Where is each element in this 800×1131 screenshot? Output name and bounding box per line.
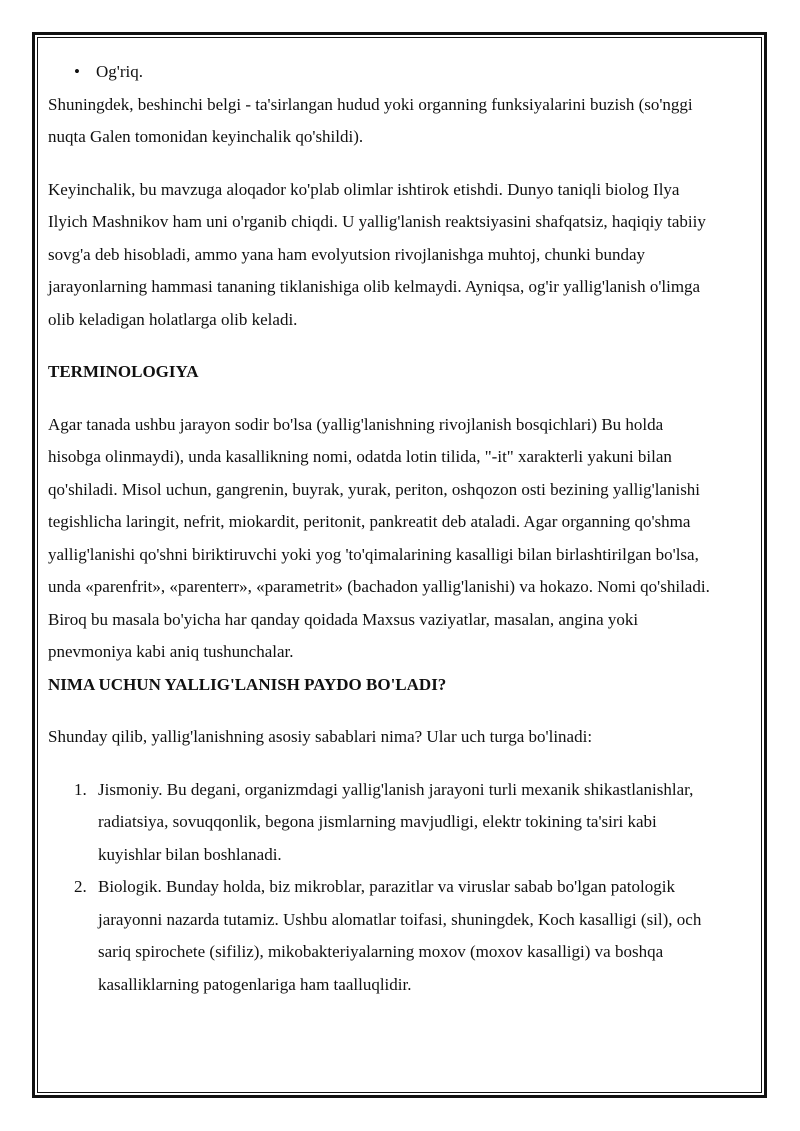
spacer [48,701,718,721]
list-item [48,774,718,872]
spacer [48,154,718,174]
list-number: 1. [74,779,87,799]
spacer [48,389,718,409]
paragraph-causes-intro: Shunday qilib, yallig'lanishning asosiy sabablari nima? Ular uch turga bo'linadi: [48,727,593,746]
heading-why-inflammation: NIMA UCHUN YALLIG'LANISH PAYDO BO'LADI? [48,674,447,694]
list-number: 2. [74,877,87,896]
document-body [48,56,718,1001]
list-item-text: Jismoniy. Bu degani, organizmdagi yallig'lanish jarayoni turli mexanik shikastlanishlar, radiatsiya, sovuqqonlik, begona jismlarning mavjudligi, elektr tokining ta'siri kabi kuyishlar bilan boshlanadi. [98,779,694,864]
paragraph-mechnikov: Keyinchalik, bu mavzuga aloqador ko'plab olimlar ishtirok etishdi. Dunyo taniqli biolog Ilya Ilyich Mashnikov ham uni o'rganib chiqdi. U yallig'lanish reaktsiyasini shafqatsiz, haqiqiy tabiiy sovg'a deb hisobladi, ammo yana ham evolyutsion rivojlanishga muhtoj, chunki bunday jarayonlarning hammasi tananing tiklanishiga olib kelmaydi. Ayniqsa, og'ir yallig'lanish o'limga olib keladigan holatlarga olib keladi. [48,179,706,329]
spacer [48,754,718,774]
list-item-text: Biologik. Bunday holda, biz mikroblar, parazitlar va viruslar sabab bo'lgan patologik jarayonni nazarda tutamiz. Ushbu alomatlar toifasi, shuningdek, Koch kasalligi (sil), och sariq spirochete (sifiliz), mikobakteriyalarning moxov (moxov kasalligi) va boshqa kasalliklarning patogenlariga ham taalluqlidir. [98,877,702,994]
causes-list [48,774,718,1002]
list-item [48,871,718,1001]
paragraph-galen: Shuningdek, beshinchi belgi - ta'sirlangan hudud yoki organning funksiyalarini buzish (so'nggi nuqta Galen tomonidan keyinchalik qo'shildi). [48,94,693,146]
spacer [48,336,718,356]
heading-terminologiya: TERMINOLOGIYA [48,362,199,381]
bullet-item: • Og'riq. [48,56,718,89]
paragraph-terminology: Agar tanada ushbu jarayon sodir bo'lsa (yallig'lanishning rivojlanish bosqichlari) Bu holda hisobga olinmaydi), unda kasallikning nomi, odatda lotin tilida, "-it" xarakterli yakuni bilan qo'shiladi. Misol uchun, gangrenin, buyrak, yurak, periton, oshqozon osti bezining yallig'lanishi tegishlicha laringit, nefrit, miokardit, peritonit, pankreatit deb ataladi. Agar organning qo'shma yallig'lanishi qo'shni biriktiruvchi yoki yog 'to'qimalarining kasalligi bilan birlashtirilgan bo'lsa, unda «parenfrit», «parenterr», «parametrit» (bachadon yallig'lanishi) va hokazo. Nomi qo'shiladi. Biroq bu masala bo'yicha har qanday qoidada Maxsus vaziyatlar, masalan, angina yoki pnevmoniya kabi aniq tushunchalar. [48,414,710,661]
